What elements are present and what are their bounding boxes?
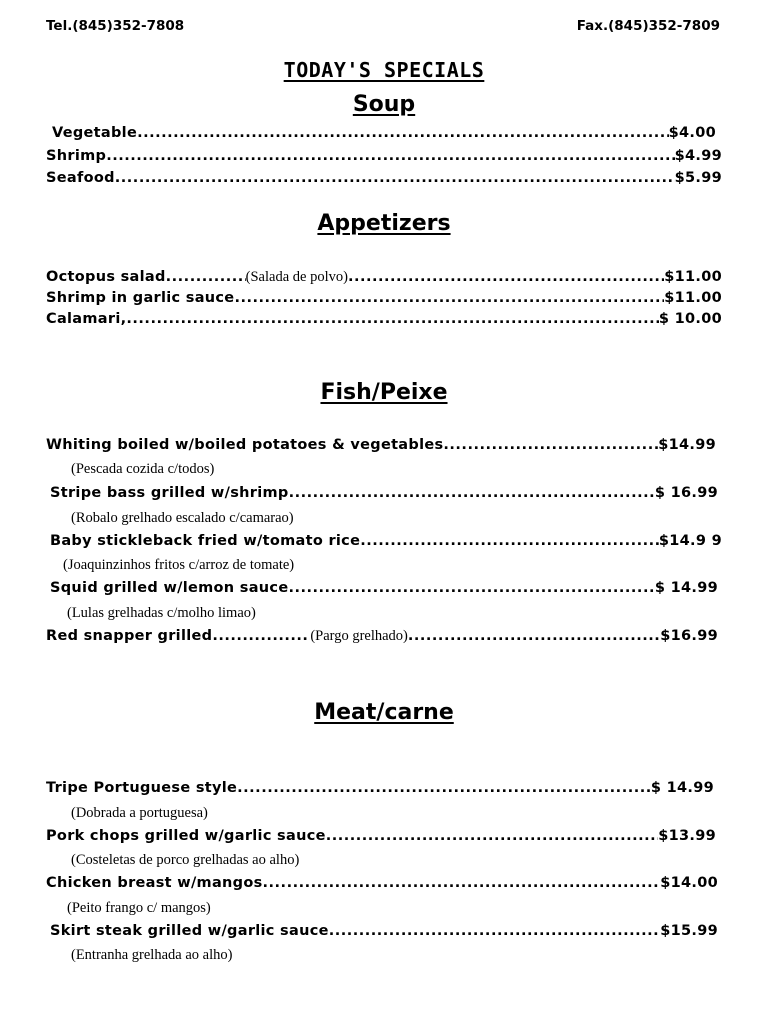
leader-dots xyxy=(348,269,664,285)
item-name: Calamari, xyxy=(46,311,127,327)
item-price: $4.99 xyxy=(674,148,722,164)
item-price: $14.99 xyxy=(658,437,716,453)
menu-item-shrimp-garlic-sauce xyxy=(46,290,722,310)
leader-dots xyxy=(263,875,661,891)
section-title-meat: Meat/carne xyxy=(314,700,454,725)
telephone-number: Tel.(845)352-7808 xyxy=(46,18,185,34)
item-translation: (Salada de polvo) xyxy=(245,269,348,285)
item-price: $ 10.00 xyxy=(658,311,722,327)
leader-dots xyxy=(237,780,651,796)
item-translation: (Joaquinzinhos fritos c/arroz de tomate) xyxy=(63,557,295,573)
item-translation: (Peito frango c/ mangos) xyxy=(67,900,211,916)
leader-dots xyxy=(289,485,655,501)
item-translation: (Entranha grelhada ao alho) xyxy=(71,947,233,963)
leader-dots xyxy=(106,148,674,164)
menu-item-red-snapper xyxy=(46,628,718,648)
item-name: Red snapper grilled xyxy=(46,628,213,644)
menu-item-squid-grilled xyxy=(50,580,718,600)
leader-dots xyxy=(443,437,658,453)
leader-dots xyxy=(234,290,664,306)
leader-dots xyxy=(126,311,658,327)
menu-item-tripe xyxy=(46,780,714,800)
leader-dots xyxy=(137,125,669,141)
item-price: $5.99 xyxy=(674,170,722,186)
leader-dots xyxy=(329,923,661,939)
item-name: Seafood xyxy=(46,170,115,186)
section-title-soup: Soup xyxy=(352,92,416,117)
menu-item-vegetable-soup xyxy=(52,125,716,145)
item-price: $11.00 xyxy=(664,269,722,285)
leader-dots xyxy=(408,628,660,644)
menu-item-calamari xyxy=(46,311,722,331)
menu-item-baby-stickleback xyxy=(50,533,722,553)
page-title: TODAY'S SPECIALS xyxy=(283,58,485,82)
item-name: Baby stickleback fried w/tomato rice xyxy=(50,533,361,549)
item-name: Skirt steak grilled w/garlic sauce xyxy=(50,923,329,939)
item-translation: (Pargo grelhado) xyxy=(310,628,408,644)
item-name: Chicken breast w/mangos xyxy=(46,875,263,891)
item-name: Whiting boiled w/boiled potatoes & vegetables xyxy=(46,437,444,453)
section-title-fish: Fish/Peixe xyxy=(320,380,448,405)
menu-item-seafood-soup xyxy=(46,170,722,190)
item-price: $ 16.99 xyxy=(654,485,718,501)
section-title-appetizers: Appetizers xyxy=(317,211,451,236)
leader-dots xyxy=(166,269,246,285)
item-name: Octopus salad xyxy=(46,269,166,285)
menu-item-shrimp-soup xyxy=(46,148,722,168)
menu-item-chicken-breast xyxy=(46,875,718,895)
item-name: Shrimp xyxy=(46,148,107,164)
menu-item-pork-chops xyxy=(46,828,716,848)
item-name: Stripe bass grilled w/shrimp xyxy=(50,485,289,501)
menu-item-whiting-boiled xyxy=(46,437,716,457)
leader-dots xyxy=(212,628,310,644)
item-name: Pork chops grilled w/garlic sauce xyxy=(46,828,326,844)
leader-dots xyxy=(326,828,659,844)
item-price: $15.99 xyxy=(660,923,718,939)
menu-item-skirt-steak xyxy=(50,923,718,943)
fax-number: Fax.(845)352-7809 xyxy=(576,18,720,34)
item-price: $14.9 9 xyxy=(658,533,722,549)
item-translation: (Costeletas de porco grelhadas ao alho) xyxy=(71,852,300,868)
item-price: $13.99 xyxy=(658,828,716,844)
menu-item-stripe-bass xyxy=(50,485,718,505)
leader-dots xyxy=(115,170,675,186)
item-price: $14.00 xyxy=(660,875,718,891)
item-translation: (Pescada cozida c/todos) xyxy=(71,461,215,477)
item-price: $4.00 xyxy=(668,125,716,141)
item-translation: (Robalo grelhado escalado c/camarao) xyxy=(71,510,294,526)
menu-item-octopus-salad xyxy=(46,269,722,289)
item-name: Tripe Portuguese style xyxy=(46,780,238,796)
item-name: Vegetable xyxy=(52,125,138,141)
leader-dots xyxy=(288,580,654,596)
item-name: Shrimp in garlic sauce xyxy=(46,290,235,306)
item-price: $ 14.99 xyxy=(650,780,714,796)
item-translation: (Dobrada a portuguesa) xyxy=(71,805,208,821)
item-price: $16.99 xyxy=(660,628,718,644)
item-price: $11.00 xyxy=(664,290,722,306)
item-price: $ 14.99 xyxy=(654,580,718,596)
leader-dots xyxy=(360,533,659,549)
item-name: Squid grilled w/lemon sauce xyxy=(50,580,289,596)
item-translation: (Lulas grelhadas c/molho limao) xyxy=(67,605,256,621)
